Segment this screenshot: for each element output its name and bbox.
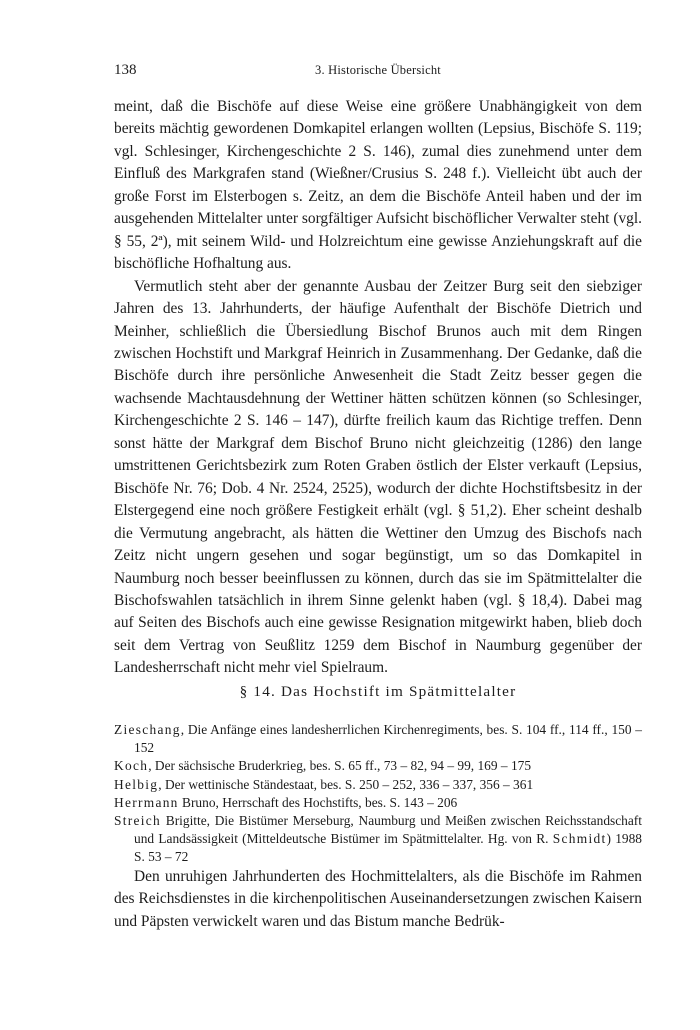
paragraph: Den unruhigen Jahrhunderten des Hochmittelalters, als die Bischöfe im Rahmen des Reichsdienstes in die kirchenpolitischen Auseinandersetzungen zwischen Kaisern und Päpsten verwickelt waren und das Bistum manche Bedrük- — [114, 868, 642, 930]
bibliography-text: , Der wettinische Ständestaat, bes. S. 250 – 252, 336 – 337, 356 – 361 — [158, 776, 534, 792]
bibliography-text: Bruno, Herrschaft des Hochstifts, bes. S. 143 – 206 — [178, 794, 458, 810]
main-text — [114, 96, 642, 680]
bibliography-entry — [114, 812, 642, 867]
bibliography-author: Koch — [114, 758, 149, 774]
bibliography-author: Helbig — [114, 776, 159, 792]
paragraph: meint, daß die Bischöfe auf diese Weise eine größere Unabhängigkeit von dem bereits mächtig gewordenen Domkapitel erlangen wollten (Lepsius, Bischöfe S. 119; vgl. Schlesinger, Kirchengeschichte 2 S. 146), zumal dies zunehmend unter dem Einfluß des Markgrafen stand (Wießner/Crusius S. 248 f.). Vielleicht übt auch der große Forst im Elsterbogen s. Zeitz, an dem die Bischöfe Anteil haben und der im ausgehenden Mittelalter unter sorgfältiger Aufsicht bischöflicher Verwalter steht (vgl. § 55, 2ª), mit seinem Wild- und Holzreichtum eine gewisse Anziehungskraft auf die bischöfliche Hofhaltung aus. — [114, 98, 642, 273]
bibliography-entry — [114, 776, 642, 794]
closing-text — [114, 866, 642, 933]
bibliography-author: Zieschang — [114, 722, 181, 737]
paragraph: Vermutlich steht aber der genannte Ausbau der Zeitzer Burg seit den siebziger Jahren des 13. Jahrhunderts, der häufige Aufenthalt der Bischöfe Dietrich und Meinher, schließlich die Übersiedlung Bischof Brunos auch mit dem Ringen zwischen Hochstift und Markgraf Heinrich in Zusammenhang. Der Gedanke, daß die Bischöfe durch ihre persönliche Anwesenheit die Stadt Zeitz besser gegen die wachsende Machtausdehnung der Wettiner hätten schützen können (so Schlesinger, Kirchengeschichte 2 S. 146 – 147), dürfte freilich kaum das Richtige treffen. Denn sonst hätte der Markgraf dem Bischof Bruno nicht gleichzeitig (1286) den lange umstrittenen Gerichtsbezirk zum Roten Graben östlich der Elster verkauft (Lepsius, Bischöfe Nr. 76; Dob. 4 Nr. 2524, 2525), wodurch der dichte Hochstiftsbesitz in der Elstergegend eine noch größere Festigkeit erhält (vgl. § 51,2). Eher scheint deshalb die Vermutung angebracht, als hätten die Wettiner den Umzug des Bischofs nach Zeitz nicht ungern gesehen und sogar begünstigt, um so das Domkapitel in Naumburg noch besser beeinflussen zu können, durch das sie im Spätmittelalter die Bischofswahlen tatsächlich in ihrem Sinne gelenkt haben (vgl. § 18,4). Dabei mag auf Seiten des Bischofs auch eine gewisse Resignation mitgewirkt haben, blieb doch seit dem Vertrag von Seußlitz 1259 dem Bischof in Naumburg gegenüber der Landesherrschaft nicht mehr viel Spielraum. — [114, 277, 642, 677]
bibliography-text: , Die Anfänge eines landesherrlichen Kirchenregiments, bes. S. 104 ff., 114 ff., 150 – 152 — [134, 722, 642, 756]
running-title: 3. Historische Übersicht — [315, 63, 441, 77]
bibliography-entry — [114, 721, 642, 757]
page-number: 138 — [114, 62, 137, 78]
bibliography-author: Herrmann — [114, 794, 179, 810]
bibliography-text: , Der sächsische Bruderkrieg, bes. S. 65 ff., 73 – 82, 94 – 99, 169 – 175 — [148, 758, 532, 774]
bibliography-text: Brigitte, Die Bistümer Merseburg, Naumburg und Meißen zwischen Reichsstandschaft und Landsässigkeit (Mitteldeutsche Bistümer im Spätmittelalter. Hg. von R. — [134, 813, 642, 847]
bibliography — [114, 721, 642, 867]
section-heading: § 14. Das Hochstift im Spätmittelalter — [239, 683, 517, 700]
bibliography-text: ) 1988 S. 53 – 72 — [134, 831, 642, 865]
bibliography-editor: Schmidt — [552, 831, 607, 847]
bibliography-author: Streich — [114, 813, 162, 829]
bibliography-entry — [114, 757, 642, 775]
bibliography-entry — [114, 794, 642, 812]
page-header — [114, 62, 642, 82]
